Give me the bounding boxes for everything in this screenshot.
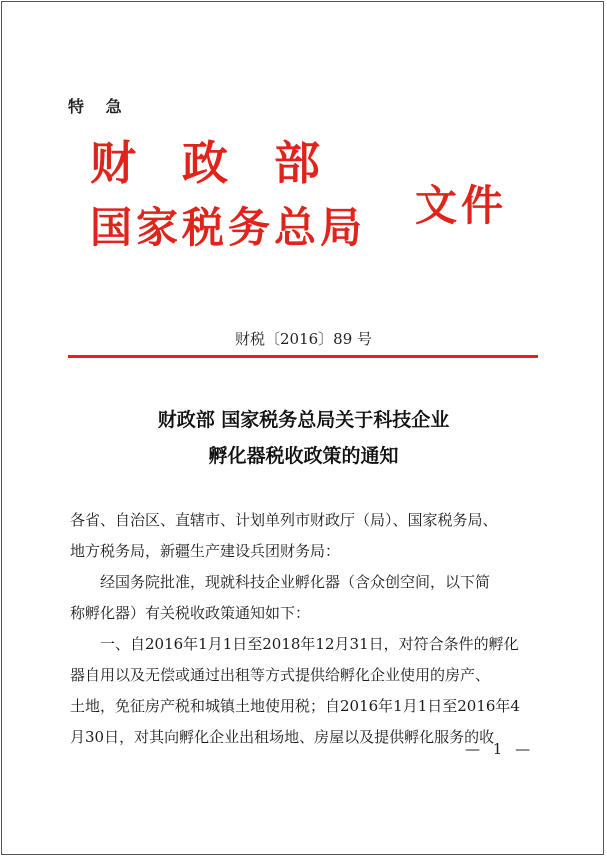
document-number: 财税〔2016〕89 号 xyxy=(234,330,373,348)
body-line: 各省、自治区、直辖市、计划单列市财政厅（局）、国家税务局、 xyxy=(70,511,498,529)
document-title-line-2: 孵化器税收政策的通知 xyxy=(208,445,399,467)
issuer-ministry-of-finance: 财政部 xyxy=(90,136,366,190)
document-suffix: 文件 xyxy=(415,181,508,230)
body-line: 土地，免征房产税和城镇土地使用税；自2016年1月1日至2016年4 xyxy=(70,697,520,715)
body-line: 称孵化器）有关税收政策通知如下： xyxy=(70,604,311,622)
body-line: 经国务院批准，现就科技企业孵化器（含众创空间，以下简 xyxy=(70,573,491,591)
red-divider xyxy=(68,355,538,358)
body-line: 月30日，对其向孵化企业出租场地、房屋以及提供孵化服务的收 xyxy=(70,728,495,746)
body-line: 器自用以及无偿或通过出租等方式提供给孵化企业使用的房产、 xyxy=(70,666,491,684)
urgency-label: 特 急 xyxy=(68,97,130,116)
page-number: — 1 — xyxy=(465,740,535,758)
document-title-line-1: 财政部 国家税务总局关于科技企业 xyxy=(157,409,450,431)
body-line: 地方税务局，新疆生产建设兵团财务局： xyxy=(70,542,341,560)
issuer-state-taxation-administration: 国家税务总局 xyxy=(90,203,367,252)
body-line: 一、自2016年1月1日至2018年12月31日，对符合条件的孵化 xyxy=(70,635,519,653)
